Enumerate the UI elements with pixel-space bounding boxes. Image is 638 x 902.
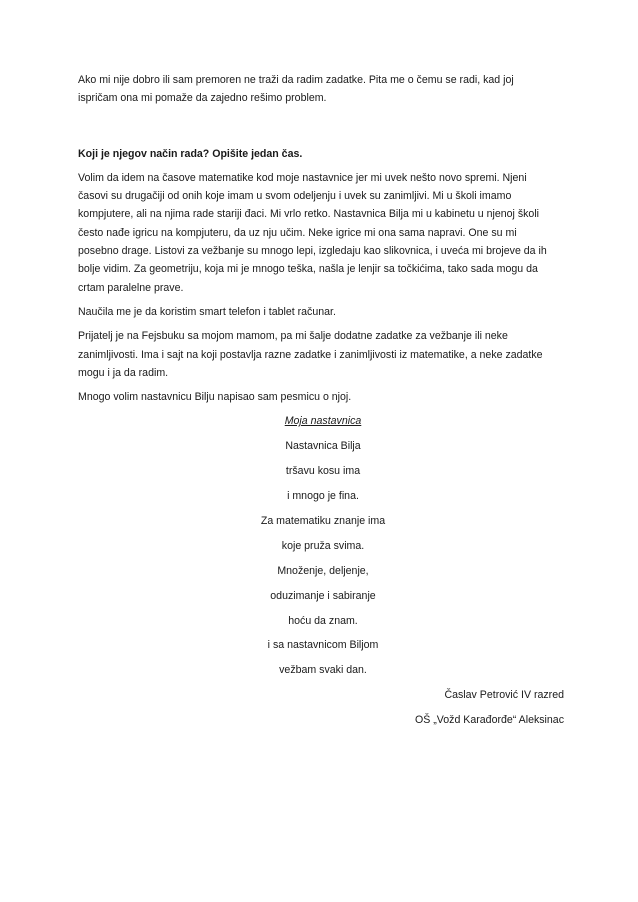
poem-line: hoću da znam.	[288, 614, 358, 627]
question-heading: Koji je njegov način rada? Opišite jedan čas.	[78, 147, 303, 160]
poem-line: Nastavnica Bilja	[285, 440, 361, 453]
spacer	[78, 108, 564, 145]
poem	[78, 412, 564, 679]
poem-line: vežbam svaki dan.	[279, 664, 367, 677]
poem-title: Moja nastavnica	[284, 415, 362, 428]
intro-paragraph: Ako mi nije dobro ili sam premoren ne traži da radim zadatke. Pita me o čemu se radi, kad joj ispričam ona mi pomaže da zajedno rešimo problem.	[78, 74, 514, 105]
paragraph-poem-intro: Mnogo volim nastavnicu Bilju napisao sam pesmicu o njoj.	[78, 391, 352, 404]
signature-author: Časlav Petrović IV razred	[444, 689, 564, 702]
poem-line: oduzimanje i sabiranje	[270, 589, 376, 602]
poem-line: Množenje, deljenje,	[277, 564, 369, 577]
document-body	[78, 71, 564, 736]
paragraph-classes: Volim da idem na časove matematike kod moje nastavnice jer mi uvek nešto novo spremi. Njeni časovi su drugačiji od onih koje imam u svom odeljenju i uvek su zanimljivi. Mi u školi imamo kompjutere, ali na njima rade stariji đaci. Mi vrlo retko. Nastavnica Bilja mi u kabinetu u njenoj školi često nađe igricu na kompjuteru, da uz nju učim. Neke igrice mi ona sama napravi. One su mi posebno drage. Listovi za vežbanje su mnogo lepi, izgledaju kao slikovnica, i uveća mi brojeve da ih bolje vidim. Za geometriju, koja mi je mnogo teška, našla je lenjir sa točkićima, tako sada mogu da crtam paralelne prave.	[78, 171, 547, 294]
paragraph-smartphone: Naučila me je da koristim smart telefon i tablet računar.	[78, 305, 336, 318]
poem-line: i mnogo je fina.	[287, 490, 359, 503]
signature	[78, 686, 564, 729]
poem-line: Za matematiku znanje ima	[260, 515, 386, 528]
poem-line: tršavu kosu ima	[285, 465, 361, 478]
poem-line: koje pruža svima.	[281, 539, 365, 552]
paragraph-facebook: Prijatelj je na Fejsbuku sa mojom mamom, pa mi šalje dodatne zadatke za vežbanje ili neke zanimljivosti. Ima i sajt na koji postavlja razne zadatke i zanimljivosti iz matematike, a neke zadatke mogu i ja da radim.	[78, 330, 543, 379]
poem-line: i sa nastavnicom Biljom	[267, 639, 379, 652]
signature-school: OŠ „Vožd Karađorđe“ Aleksinac	[415, 714, 564, 727]
